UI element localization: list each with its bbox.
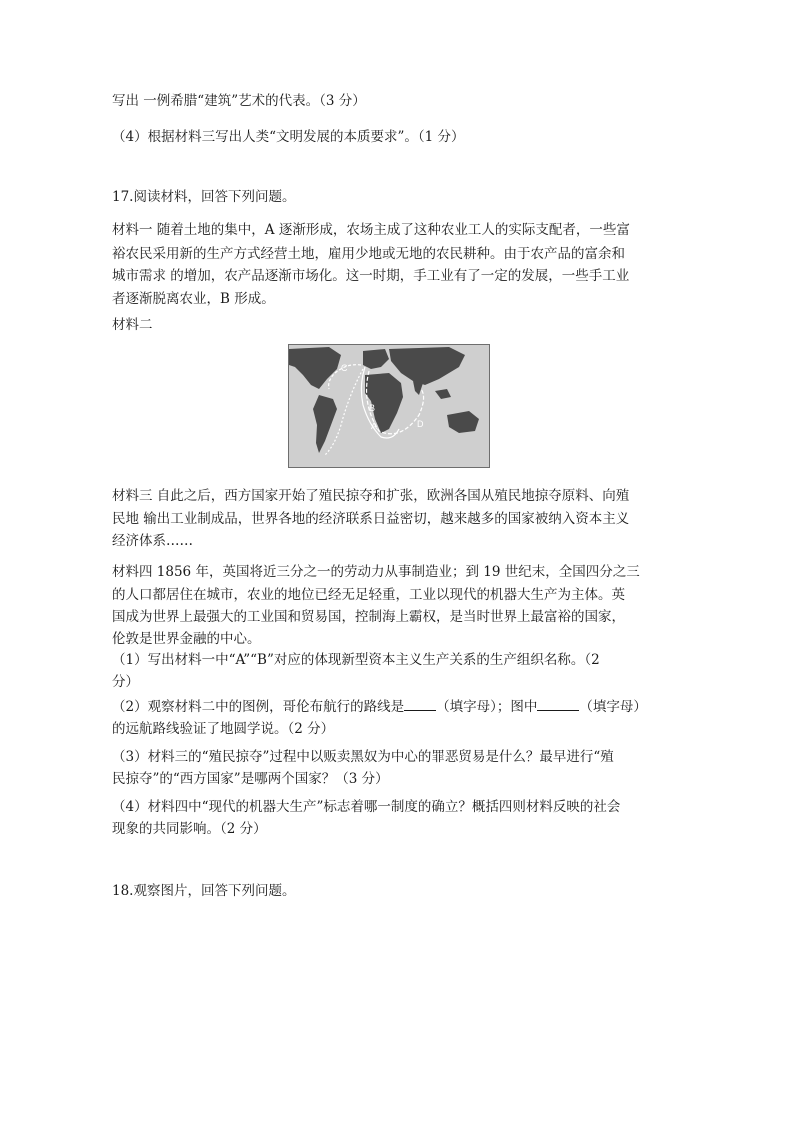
question-3-line: 民掠夺”的“西方国家”是哪两个国家？（3 分） [112,771,389,787]
question-1-line: （1）写出材料一中“A”“B”对应的体现新型资本主义生产关系的生产组织名称。（2 [112,652,600,668]
material-3-line: 民地 输出工业制成品，世界各地的经济联系日益密切，越来越多的国家被纳入资本主义 [112,511,630,527]
material-4-line: 伦敦是世界金融的中心。 [112,631,261,647]
question-2-text-a: （2）观察材料二中的图例，哥伦布航行的路线是 [112,699,405,715]
question-2-text-c: （填字母） [579,699,647,715]
material-4-line: 国成为世界上最强大的工业国和贸易国，控制海上霸权，是当时世界上最富裕的国家， [112,609,625,625]
voyage-route-map [288,344,490,468]
q16-part4-text: （4）根据材料三写出人类“文明发展的本质要求”。（1 分） [112,129,465,145]
route-label-a: A [371,421,378,431]
q18-header: 18.观察图片，回答下列问题。 [112,883,296,899]
route-label-d: D [417,419,424,429]
answer-blank-voyage[interactable] [537,696,579,711]
material-4-line: 材料四 1856 年，英国将近三分之一的劳动力从事制造业；到 19 世纪末，全国四分之三 [112,564,640,580]
material-1-line: 城市需求 的增加，农产品逐渐市场化。这一时期，手工业有了一定的发展，一些手工业 [112,268,630,284]
q17-header: 17.阅读材料，回答下列问题。 [112,189,296,205]
answer-blank-columbus[interactable] [404,696,436,711]
question-2-line: 的远航路线验证了地圆学说。（2 分） [112,721,335,737]
question-3-line: （3）材料三的“殖民掠夺”过程中以贩卖黑奴为中心的罪恶贸易是什么？最早进行“殖 [112,749,614,765]
q16-part3-text: 写出 一例希腊“建筑”艺术的代表。（3 分） [112,93,366,109]
question-1-line: 分） [112,674,139,690]
question-4-line: （4）材料四中“现代的机器大生产”标志着哪一制度的确立？概括四则材料反映的社会 [112,799,621,815]
material-3-line: 材料三 自此之后，西方国家开始了殖民掠夺和扩张，欧洲各国从殖民地掠夺原料、向殖 [112,488,630,504]
route-label-c: C [341,363,348,373]
material-1-line: 裕农民采用新的生产方式经营土地，雇用少地或无地的农民耕种。由于农产品的富余和 [112,246,625,262]
material-1-line: 者逐渐脱离农业，B 形成。 [112,291,275,307]
material-2-label: 材料二 [112,317,153,333]
material-4-line: 的人口都居住在城市，农业的地位已经无足轻重，工业以现代的机器大生产为主体。英 [112,587,625,603]
question-2-line [112,696,698,718]
material-3-line: 经济体系…… [112,533,193,549]
route-label-b: B [369,403,376,413]
question-2-text-b: （填字母）；图中 [436,699,538,715]
world-map-graphic [289,345,489,467]
question-4-line: 现象的共同影响。（2 分） [112,821,267,837]
material-1-line: 材料一 随着土地的集中，A 逐渐形成，农场主成了这种农业工人的实际支配者，一些富 [112,222,630,238]
